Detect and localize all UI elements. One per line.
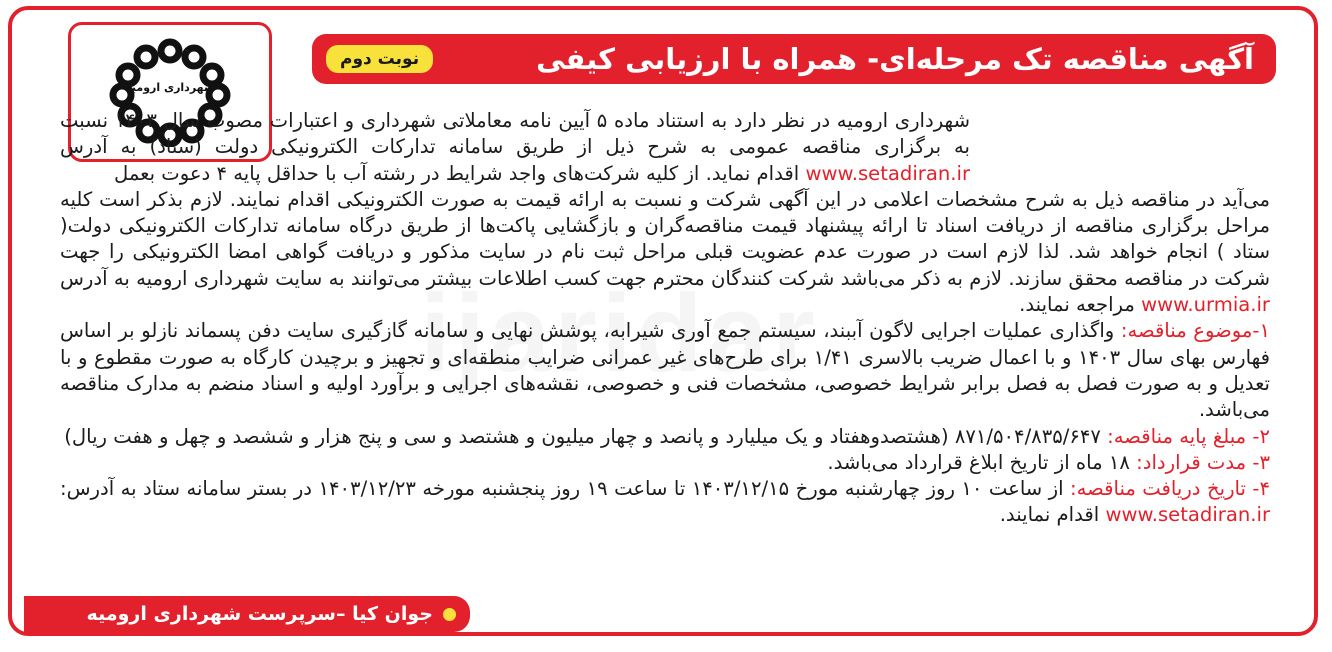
urmia-link[interactable]: www.urmia.ir: [1141, 293, 1270, 317]
amount-label: ۲- مبلغ پایه مناقصه:: [1107, 424, 1270, 448]
setadiran-link[interactable]: www.setadiran.ir: [805, 161, 970, 185]
intro-paragraph: [60, 187, 1270, 318]
signature-bar: [24, 596, 470, 632]
intro-text-2: اقدام نماید. از کلیه شرکت‌های واجد شرایط در رشته آب با حداقل پایه ۴ دعوت بعمل: [113, 161, 800, 185]
intro-block: [60, 108, 970, 187]
amount-text: ۸۷۱/۵۰۴/۸۳۵/۶۴۷ (هشتصدوهفتاد و یک میلیارد و پانصد و چهار میلیون و هشتصد و سی و پنج هزار و ششصد و چهل و هفت ریال): [64, 424, 1101, 448]
item-subject: [60, 318, 1270, 423]
setadiran-link-2[interactable]: www.setadiran.ir: [1105, 503, 1270, 527]
publication-badge: نوبت دوم: [326, 45, 433, 73]
signature: جوان کیا –سرپرست شهرداری ارومیه: [86, 603, 433, 625]
ad-body: [60, 108, 1270, 529]
bullet-dot-icon: [443, 608, 456, 621]
intro-text-1: شهرداری ارومیه در نظر دارد به استناد ماده ۵ آیین نامه معاملاتی شهرداری و اعتبارات مصوب سال ۱۴۰۳ نسبت به برگزاری مناقصه عمومی به شرح ذیل از طریق سامانه تدارکات الکترونیکی دولت (ستاد) به آدرس: [60, 109, 970, 159]
ad-title: آگهی مناقصه تک مرحله‌ای- همراه با ارزیابی کیفی: [536, 42, 1254, 76]
intro-text-3: می‌آید در مناقصه ذیل به شرح مشخصات اعلامی در این آگهی شرکت و نسبت به ارائه قیمت به صورت الکترونیکی اقدام نمایند. لازم بذکر است کلیه مراحل برگزاری مناقصه از دریافت اسناد تا ارائه پیشنهاد قیمت مناقصه‌گران و بازگشایی پاکت‌ها از طریق درگاه سامانه تدارکات الکترونیکی دولت( ستاد ) انجام خواهد شد. لذا لازم است در صورت عدم عضویت قبلی مراحل ثبت نام در سایت مذکور و دریافت گواهی امضا الکترونیکی را جهت شرکت در مناقصه محقق سازند. لازم به ذکر می‌باشد شرکت کنندگان محترم جهت کسب اطلاعات بیشتر می‌توانند به سایت شهرداری ارومیه به آدرس: [60, 187, 1270, 290]
title-bar: [312, 34, 1276, 84]
intro-text-4: مراجعه نمایند.: [1019, 293, 1135, 317]
duration-text: ۱۸ ماه از تاریخ ابلاغ قرارداد می‌باشد.: [827, 450, 1130, 474]
duration-label: ۳- مدت قرارداد:: [1136, 450, 1270, 474]
subject-text: واگذاری عملیات اجرایی لاگون آببند، سیستم جمع آوری شیرابه، پوشش نهایی و سامانه گازگیری سایت دفن پسماند نازلو بر اساس فهارس بهای سال ۱۴۰۳ و با اعمال ضریب بالاسری ۱/۴۱ برای طرح‌های غیر عمرانی ضرایب منطقه‌ای و تجهیز و برچیدن کارگاه به صورت مقطوع و با تعدیل و به صورت فصل به فصل برابر شرایط خصوصی، مشخصات فنی و خصوصی، نقشه‌های اجرایی و برآورد اولیه و اسناد منضم به مدارک مناقصه می‌باشد.: [60, 319, 1270, 422]
date-text: از ساعت ۱۰ روز چهارشنبه مورخ ۱۴۰۳/۱۲/۱۵ تا ساعت ۱۹ روز پنجشنبه مورخه ۱۴۰۳/۱۲/۲۳ در بستر سامانه ستاد به آدرس:: [60, 477, 1064, 501]
subject-label: ۱-موضوع مناقصه:: [1120, 319, 1270, 343]
date-end: اقدام نمایند.: [999, 503, 1100, 527]
item-date: [60, 476, 1270, 529]
item-duration: [60, 450, 1270, 476]
item-amount: [60, 424, 1270, 450]
date-label: ۴- تاریخ دریافت مناقصه:: [1070, 477, 1270, 501]
logo-text: شهرداری ارومیه: [125, 81, 215, 94]
